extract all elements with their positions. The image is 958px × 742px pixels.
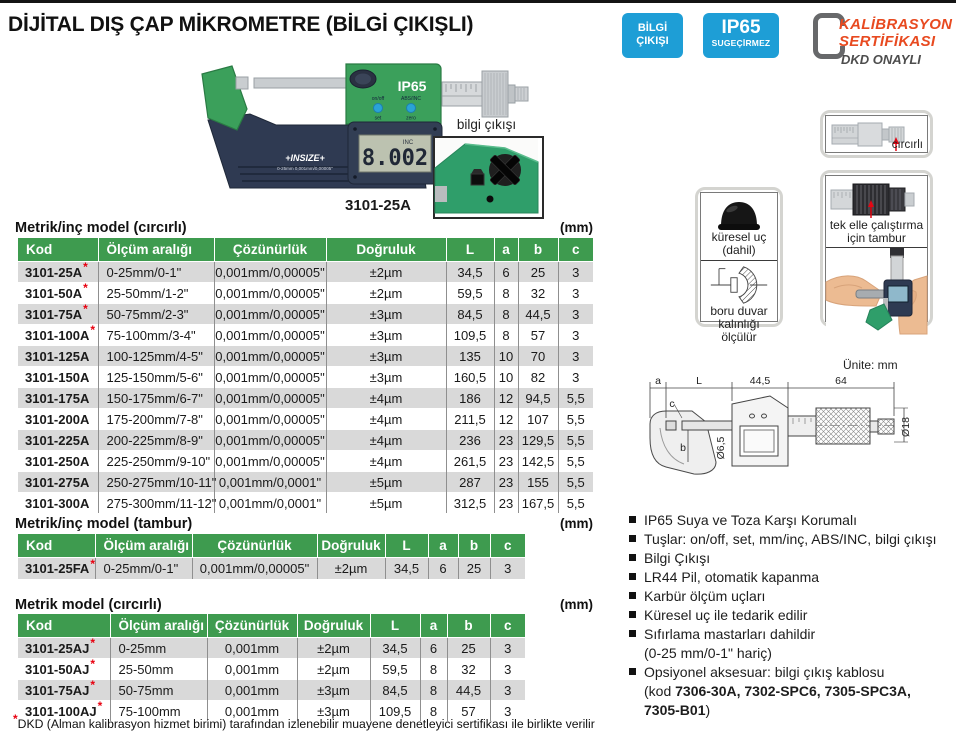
table-cell: 312,5 bbox=[446, 493, 494, 514]
table-cell: 0,001mm/0,00005" bbox=[192, 558, 317, 580]
model-code: 3101-175A bbox=[18, 388, 98, 409]
table-cell: ±2µm bbox=[326, 283, 446, 304]
table-row bbox=[18, 367, 593, 388]
table-2-title: Metrik/inç model (tambur) bbox=[15, 516, 193, 532]
table-cell: 34,5 bbox=[370, 638, 420, 659]
column-header: a bbox=[428, 534, 458, 558]
tambur-photo-box bbox=[820, 170, 933, 327]
table-cell: 82 bbox=[518, 367, 558, 388]
pipe-wall-illustration bbox=[708, 265, 770, 305]
feature-item bbox=[628, 549, 958, 568]
header-row bbox=[18, 534, 525, 558]
table-cell: 70 bbox=[518, 346, 558, 367]
table-cell: 0,001mm/0,00005" bbox=[214, 367, 326, 388]
table-cell: 34,5 bbox=[446, 262, 494, 283]
model-code: 3101-250A bbox=[18, 451, 98, 472]
square-bullet-icon bbox=[629, 630, 636, 637]
footnote-star: * bbox=[13, 712, 18, 726]
column-header: Ölçüm aralığı bbox=[98, 238, 214, 262]
page-title: DİJİTAL DIŞ ÇAP MİKROMETRE (BİLGİ ÇIKIŞLI) bbox=[8, 13, 474, 36]
table-cell: 109,5 bbox=[370, 701, 420, 722]
table-cell: 23 bbox=[494, 430, 518, 451]
button-label: ABS/INC bbox=[400, 96, 422, 102]
table-cell: 8 bbox=[494, 283, 518, 304]
table-cell: ±2µm bbox=[297, 659, 370, 680]
feature-item bbox=[628, 511, 958, 530]
column-header: Doğruluk bbox=[317, 534, 385, 558]
square-bullet-icon bbox=[629, 535, 636, 542]
ip65-badge bbox=[703, 13, 779, 58]
ball-tip-illustration bbox=[714, 197, 764, 231]
table-cell: 12 bbox=[494, 409, 518, 430]
header-row bbox=[18, 238, 593, 262]
table-cell: 155 bbox=[518, 472, 558, 493]
table-row bbox=[18, 430, 593, 451]
dim-44-5: 44,5 bbox=[749, 375, 771, 387]
table-row bbox=[18, 325, 593, 346]
table-cell: 23 bbox=[494, 493, 518, 514]
table-cell: 109,5 bbox=[446, 325, 494, 346]
table-cell: 57 bbox=[447, 701, 490, 722]
table-row bbox=[18, 680, 525, 701]
column-header: c bbox=[490, 534, 525, 558]
data-output-caption: bilgi çıkışı bbox=[456, 117, 517, 132]
table-cell: 0,001mm/0,00005" bbox=[214, 304, 326, 325]
feature-item bbox=[628, 530, 958, 549]
table-cell: 211,5 bbox=[446, 409, 494, 430]
table-cell: 10 bbox=[494, 346, 518, 367]
table-cell: ±2µm bbox=[317, 558, 385, 580]
table-cell: 3 bbox=[490, 638, 525, 659]
table-cell: 50-75mm bbox=[110, 680, 207, 701]
badge-line: ÇIKIŞI bbox=[636, 35, 669, 47]
table-cell: 250-275mm/10-11" bbox=[98, 472, 214, 493]
table-cell: 0,001mm/0,00005" bbox=[214, 451, 326, 472]
table-cell: 32 bbox=[447, 659, 490, 680]
model-code: 3101-275A bbox=[18, 472, 98, 493]
lcd-mode-label: INC bbox=[402, 140, 414, 146]
model-code: 3101-225A bbox=[18, 430, 98, 451]
feature-text: Bilgi Çıkışı bbox=[644, 550, 711, 566]
table-cell: 3 bbox=[558, 367, 593, 388]
table-row bbox=[18, 558, 525, 580]
table-cell: 3 bbox=[558, 283, 593, 304]
table-cell: 186 bbox=[446, 388, 494, 409]
badge-line: BİLGİ bbox=[637, 22, 668, 34]
table-cell: 25 bbox=[518, 262, 558, 283]
dkd-star-icon: * bbox=[97, 699, 103, 714]
square-bullet-icon bbox=[629, 573, 636, 580]
dkd-star-icon: * bbox=[90, 323, 95, 338]
button-label: on/off bbox=[371, 96, 385, 102]
table-cell: 59,5 bbox=[370, 659, 420, 680]
table-cell: 25 bbox=[447, 638, 490, 659]
table-cell: 200-225mm/8-9" bbox=[98, 430, 214, 451]
table-cell: 125-150mm/5-6" bbox=[98, 367, 214, 388]
dim-L: L bbox=[696, 375, 702, 387]
data-output-port-illustration bbox=[435, 138, 538, 213]
table-cell: 0-25mm/0-1" bbox=[98, 262, 214, 283]
dkd-star-icon: * bbox=[90, 657, 95, 672]
data-output-badge bbox=[622, 13, 683, 58]
spindle bbox=[254, 78, 350, 88]
column-header: a bbox=[420, 614, 447, 638]
model-code: 3101-75A* bbox=[18, 304, 98, 325]
table-cell: 261,5 bbox=[446, 451, 494, 472]
dim-a: a bbox=[655, 375, 661, 387]
table-cell: ±4µm bbox=[326, 388, 446, 409]
table-cell: 135 bbox=[446, 346, 494, 367]
feature-text: Karbür ölçüm uçları bbox=[644, 588, 766, 604]
column-header: L bbox=[385, 534, 428, 558]
table-cell: 0,001mm/0,0001" bbox=[214, 472, 326, 493]
table-cell: 8 bbox=[420, 680, 447, 701]
table-cell: 142,5 bbox=[518, 451, 558, 472]
table-row bbox=[18, 409, 593, 430]
table-cell: 236 bbox=[446, 430, 494, 451]
badge-line: SUGEÇİRMEZ bbox=[711, 38, 771, 48]
table-cell: 3 bbox=[558, 346, 593, 367]
spec-table-metric-inch-ratchet bbox=[18, 238, 593, 513]
model-code: 3101-100A* bbox=[18, 325, 98, 346]
table-cell: 3 bbox=[558, 262, 593, 283]
model-code: 3101-75AJ* bbox=[18, 680, 110, 701]
table-cell: 0,001mm/0,00005" bbox=[214, 409, 326, 430]
table-cell: 5,5 bbox=[558, 430, 593, 451]
table-cell: 6 bbox=[494, 262, 518, 283]
table-cell: 10 bbox=[494, 367, 518, 388]
column-header: b bbox=[447, 614, 490, 638]
column-header: Çözünürlük bbox=[214, 238, 326, 262]
header-row bbox=[18, 614, 525, 638]
table-cell: 50-75mm/2-3" bbox=[98, 304, 214, 325]
table-cell: 129,5 bbox=[518, 430, 558, 451]
column-header: Kod bbox=[18, 614, 110, 638]
table-cell: 3 bbox=[558, 304, 593, 325]
model-code: 3101-25A* bbox=[18, 262, 98, 283]
feature-text: 7306-30A, 7302-SPC6, 7305-SPC3A, bbox=[675, 683, 911, 699]
table-cell: ±2µm bbox=[297, 638, 370, 659]
model-code: 3101-125A bbox=[18, 346, 98, 367]
model-code: 3101-50A* bbox=[18, 283, 98, 304]
model-code: 3101-100AJ* bbox=[18, 701, 110, 722]
column-header: L bbox=[446, 238, 494, 262]
table-row bbox=[18, 659, 525, 680]
dim-dia-6-5: Ø6,5 bbox=[715, 436, 727, 460]
tambur-illustration bbox=[831, 179, 923, 219]
table-cell: ±4µm bbox=[326, 409, 446, 430]
dim-dia-18: Ø18 bbox=[900, 417, 912, 437]
feature-text: IP65 Suya ve Toza Karşı Korumalı bbox=[644, 512, 857, 528]
ball-tip-caption: küresel uç (dahil) bbox=[711, 230, 767, 257]
table-cell: 84,5 bbox=[370, 680, 420, 701]
table-cell: 57 bbox=[518, 325, 558, 346]
table-cell: 0,001mm/0,00005" bbox=[214, 346, 326, 367]
table-cell: 0,001mm/0,00005" bbox=[214, 430, 326, 451]
button-label: zero bbox=[406, 115, 416, 122]
table-cell: 32 bbox=[518, 283, 558, 304]
table-1-title: Metrik/inç model (cırcırlı) bbox=[15, 220, 187, 236]
table-cell: 5,5 bbox=[558, 472, 593, 493]
brand-sub-label: 0-25mm 0,001mm/0,00005" bbox=[277, 166, 333, 171]
feature-text: Küresel uç ile tedarik edilir bbox=[644, 607, 808, 623]
table-cell: 25-50mm bbox=[110, 659, 207, 680]
table-cell: 5,5 bbox=[558, 409, 593, 430]
table-cell: 175-200mm/7-8" bbox=[98, 409, 214, 430]
model-code: 3101-25FA* bbox=[18, 558, 95, 580]
square-bullet-icon bbox=[629, 592, 636, 599]
table-cell: ±5µm bbox=[326, 493, 446, 514]
table-2-unit: (mm) bbox=[560, 516, 593, 531]
page-top-border bbox=[0, 0, 956, 3]
footnote bbox=[13, 712, 943, 731]
table-cell: 0,001mm bbox=[207, 638, 297, 659]
ratchet-cap bbox=[515, 87, 528, 101]
column-header: Ölçüm aralığı bbox=[110, 614, 207, 638]
table-cell: 84,5 bbox=[446, 304, 494, 325]
table-cell: 0,001mm/0,00005" bbox=[214, 325, 326, 346]
table-row bbox=[18, 638, 525, 659]
dkd-star-icon: * bbox=[83, 281, 88, 296]
table-cell: 100-125mm/4-5" bbox=[98, 346, 214, 367]
table-cell: 8 bbox=[494, 325, 518, 346]
column-header: c bbox=[490, 614, 525, 638]
table-row bbox=[18, 262, 593, 283]
table-cell: 23 bbox=[494, 451, 518, 472]
dkd-star-icon: * bbox=[90, 636, 95, 651]
table-cell: 44,5 bbox=[447, 680, 490, 701]
lcd-value: 8.002 bbox=[361, 146, 429, 171]
table-cell: 0-25mm bbox=[110, 638, 207, 659]
dim-c: c bbox=[669, 398, 675, 410]
table-cell: 59,5 bbox=[446, 283, 494, 304]
table-cell: 5,5 bbox=[558, 388, 593, 409]
table-3-title: Metrik model (cırcırlı) bbox=[15, 597, 162, 613]
table-cell: 75-100mm/3-4" bbox=[98, 325, 214, 346]
product-model-caption: 3101-25A bbox=[345, 197, 411, 214]
ratchet-photo-box bbox=[820, 110, 933, 158]
table-cell: ±3µm bbox=[326, 304, 446, 325]
table-cell: 3 bbox=[490, 659, 525, 680]
data-output-inset-photo bbox=[433, 136, 544, 219]
table-row bbox=[18, 346, 593, 367]
spec-table-metric-inch-tambur bbox=[18, 534, 525, 579]
table-cell: 3 bbox=[490, 680, 525, 701]
table-cell: ±3µm bbox=[297, 701, 370, 722]
dkd-approved-label: DKD ONAYLI bbox=[841, 52, 921, 67]
calibration-logo-line: KALİBRASYON bbox=[839, 16, 953, 33]
table-cell: ±5µm bbox=[326, 472, 446, 493]
square-bullet-icon bbox=[629, 516, 636, 523]
column-header: Çözünürlük bbox=[192, 534, 317, 558]
table-cell: 6 bbox=[428, 558, 458, 580]
feature-text: (kod bbox=[644, 683, 676, 699]
feature-text: Opsiyonel aksesuar: bilgi çıkış kablosu bbox=[644, 664, 885, 680]
column-header: Kod bbox=[18, 534, 95, 558]
table-cell: ±3µm bbox=[297, 680, 370, 701]
feature-item bbox=[628, 568, 958, 587]
column-header: Kod bbox=[18, 238, 98, 262]
table-cell: ±4µm bbox=[326, 430, 446, 451]
table-row bbox=[18, 283, 593, 304]
box-divider bbox=[701, 260, 777, 261]
table-cell: 34,5 bbox=[385, 558, 428, 580]
table-cell: 25-50mm/1-2" bbox=[98, 283, 214, 304]
column-header: L bbox=[370, 614, 420, 638]
brand-logo: +INSIZE+ bbox=[285, 153, 325, 163]
table-cell: ±3µm bbox=[326, 367, 446, 388]
tambur-caption: tek elle çalıştırma için tambur bbox=[829, 218, 924, 245]
column-header: Doğruluk bbox=[297, 614, 370, 638]
table-cell: 0,001mm bbox=[207, 659, 297, 680]
ip65-label: IP65 bbox=[397, 78, 427, 94]
feature-text: Tuşlar: on/off, set, mm/inç, ABS/INC, bilgi çıkışı bbox=[644, 531, 937, 547]
table-cell: 287 bbox=[446, 472, 494, 493]
column-header: b bbox=[458, 534, 490, 558]
table-row bbox=[18, 304, 593, 325]
feature-item bbox=[628, 625, 958, 663]
dim-64: 64 bbox=[835, 375, 847, 387]
absinc-button-icon bbox=[407, 104, 416, 113]
table-cell: ±2µm bbox=[326, 262, 446, 283]
column-header: Doğruluk bbox=[326, 238, 446, 262]
dimension-drawing bbox=[636, 374, 948, 480]
square-bullet-icon bbox=[629, 668, 636, 675]
feature-text: (0-25 mm/0-1" hariç) bbox=[644, 645, 772, 661]
table-cell: 5,5 bbox=[558, 493, 593, 514]
table-row bbox=[18, 388, 593, 409]
table-cell: 75-100mm bbox=[110, 701, 207, 722]
table-row bbox=[18, 472, 593, 493]
table-cell: 0,001mm/0,00005" bbox=[214, 388, 326, 409]
feature-item bbox=[628, 587, 958, 606]
table-cell: 160,5 bbox=[446, 367, 494, 388]
drawing-unit-label: Ünite: mm bbox=[843, 358, 898, 372]
table-cell: ±3µm bbox=[326, 325, 446, 346]
feature-text: Sıfırlama mastarları dahildir bbox=[644, 626, 816, 642]
table-cell: 3 bbox=[490, 701, 525, 722]
column-header: Çözünürlük bbox=[207, 614, 297, 638]
model-code: 3101-50AJ* bbox=[18, 659, 110, 680]
model-code: 3101-300A bbox=[18, 493, 98, 514]
table-cell: 275-300mm/11-12" bbox=[98, 493, 214, 514]
model-code: 3101-150A bbox=[18, 367, 98, 388]
spec-table-metric-ratchet bbox=[18, 614, 525, 721]
table-cell: 8 bbox=[420, 701, 447, 722]
hand-usage-photo bbox=[826, 248, 927, 334]
model-code: 3101-25AJ* bbox=[18, 638, 110, 659]
table-cell: 3 bbox=[490, 558, 525, 580]
table-1-unit: (mm) bbox=[560, 220, 593, 235]
table-cell: 3 bbox=[558, 325, 593, 346]
calibration-logo bbox=[839, 16, 952, 50]
column-header: a bbox=[494, 238, 518, 262]
model-code: 3101-200A bbox=[18, 409, 98, 430]
table-cell: 0,001mm bbox=[207, 680, 297, 701]
dkd-star-icon: * bbox=[83, 302, 88, 317]
square-bullet-icon bbox=[629, 611, 636, 618]
column-header: c bbox=[558, 238, 593, 262]
calibration-logo-line: SERTİFİKASI bbox=[839, 33, 936, 50]
thimble bbox=[482, 71, 508, 117]
table-cell: 167,5 bbox=[518, 493, 558, 514]
dkd-star-icon: * bbox=[90, 678, 95, 693]
table-cell: 8 bbox=[420, 659, 447, 680]
table-cell: 0,001mm/0,0001" bbox=[214, 493, 326, 514]
square-bullet-icon bbox=[629, 554, 636, 561]
dim-b: b bbox=[680, 442, 686, 454]
button-label: set bbox=[374, 115, 382, 122]
column-header: Ölçüm aralığı bbox=[95, 534, 192, 558]
dkd-star-icon: * bbox=[83, 260, 88, 275]
badge-line: IP65 bbox=[721, 17, 761, 38]
footnote-text: DKD (Alman kalibrasyon hizmet birimi) tarafından izlenebilir muayene denetleyici sertifikası ile birlikte verilir bbox=[17, 717, 595, 732]
feature-text: 7305-B01 bbox=[644, 702, 706, 718]
onoff-button-icon bbox=[374, 104, 383, 113]
table-cell: 0,001mm/0,00005" bbox=[214, 262, 326, 283]
column-header: b bbox=[518, 238, 558, 262]
table-cell: 107 bbox=[518, 409, 558, 430]
table-3-unit: (mm) bbox=[560, 597, 593, 612]
table-cell: 6 bbox=[420, 638, 447, 659]
table-row bbox=[18, 493, 593, 514]
table-cell: 94,5 bbox=[518, 388, 558, 409]
table-cell: 5,5 bbox=[558, 451, 593, 472]
ratchet-caption: cırcırlı bbox=[891, 139, 923, 151]
feature-item bbox=[628, 606, 958, 625]
table-cell: 12 bbox=[494, 388, 518, 409]
table-cell: 225-250mm/9-10" bbox=[98, 451, 214, 472]
table-cell: 150-175mm/6-7" bbox=[98, 388, 214, 409]
table-cell: 44,5 bbox=[518, 304, 558, 325]
feature-text: ) bbox=[705, 702, 711, 718]
table-cell: 8 bbox=[494, 304, 518, 325]
table-cell: 0,001mm bbox=[207, 701, 297, 722]
table-cell: 25 bbox=[458, 558, 490, 580]
table-cell: 0-25mm/0-1" bbox=[95, 558, 192, 580]
table-cell: 0,001mm/0,00005" bbox=[214, 283, 326, 304]
table-cell: ±4µm bbox=[326, 451, 446, 472]
table-cell: ±3µm bbox=[326, 346, 446, 367]
feature-list bbox=[628, 511, 958, 720]
table-row bbox=[18, 451, 593, 472]
pipe-caption: boru duvar kalınlığı ölçülür bbox=[710, 304, 768, 344]
feature-text: LR44 Pil, otomatik kapanma bbox=[644, 569, 820, 585]
dkd-star-icon: * bbox=[90, 556, 95, 571]
table-cell: 23 bbox=[494, 472, 518, 493]
ball-tip-photo-box bbox=[695, 187, 783, 344]
